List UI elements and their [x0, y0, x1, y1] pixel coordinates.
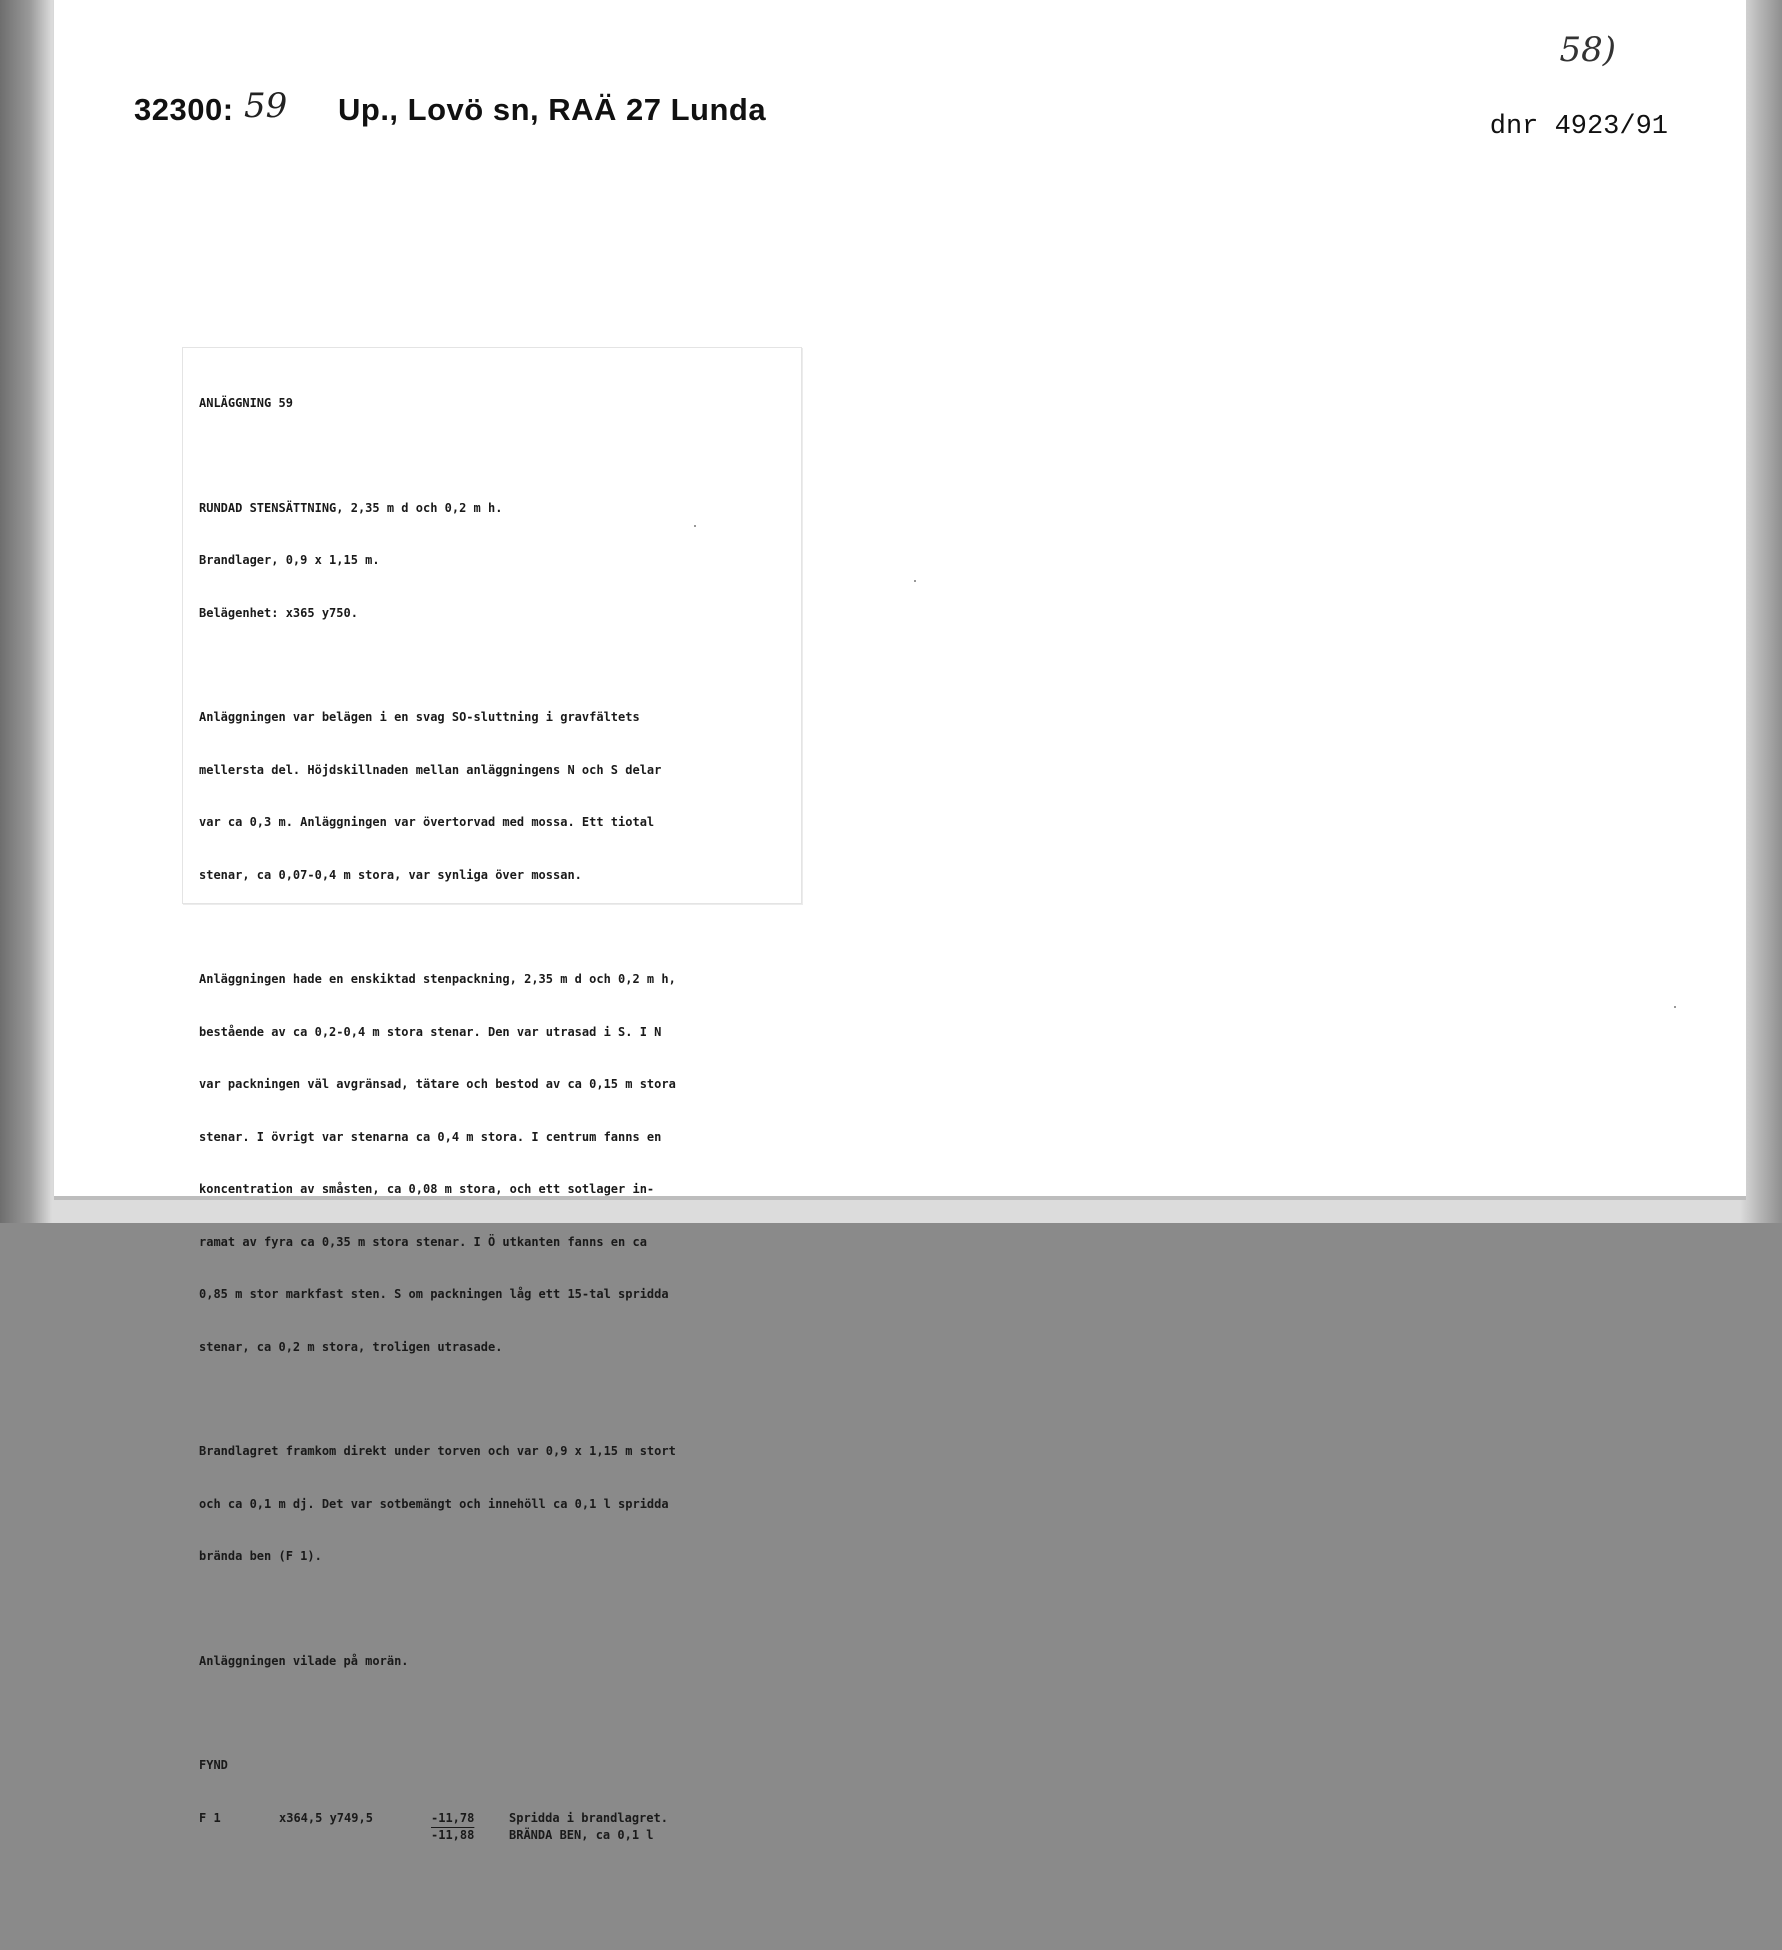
description-line: koncentration av småsten, ca 0,08 m stora, och ett sotlager in-: [199, 1182, 655, 1196]
description-line: Brandlagret framkom direkt under torven och var 0,9 x 1,15 m stort: [199, 1444, 676, 1458]
summary-line: RUNDAD STENSÄTTNING, 2,35 m d och 0,2 m h.: [199, 500, 503, 515]
description-line: Anläggningen var belägen i en svag SO-sluttning i gravfältets: [199, 710, 640, 724]
registration-number: dnr 4923/91: [1489, 112, 1668, 142]
find-level-top: -11,78: [431, 1810, 475, 1825]
summary-line: Brandlager, 0,9 x 1,15 m.: [199, 553, 380, 567]
description-line: bestående av ca 0,2-0,4 m stora stenar. Den var utrasad i S. I N: [199, 1024, 662, 1039]
card-number: 32300:: [134, 92, 234, 127]
description-line: brända ben (F 1).: [199, 1549, 322, 1563]
description-line: mellersta del. Höjdskillnaden mellan anläggningens N och S delar: [199, 762, 662, 777]
find-material: BRÄNDA BEN, ca 0,1 l: [509, 1828, 654, 1842]
find-coordinates: x364,5 y749,5: [279, 1810, 373, 1825]
scan-speck: [1674, 1006, 1676, 1008]
archive-card: [54, 0, 1746, 1842]
finds-heading: FYND: [199, 1758, 228, 1772]
feature-title: ANLÄGGNING 59: [199, 396, 293, 410]
description-line: stenar, ca 0,2 m stora, troligen utrasade.: [199, 1339, 503, 1354]
find-id: F 1: [199, 1810, 221, 1825]
find-context: Spridda i brandlagret.: [509, 1810, 668, 1825]
slip-text: [199, 360, 799, 1880]
description-line: Anläggningen vilade på morän.: [199, 1653, 409, 1668]
summary-line: Belägenhet: x365 y750.: [199, 605, 358, 620]
site-heading: Up., Lovö sn, RAÄ 27 Lunda: [338, 92, 767, 127]
corner-handwritten-note: 58): [1559, 30, 1616, 70]
description-line: och ca 0,1 m dj. Det var sotbemängt och innehöll ca 0,1 l spridda: [199, 1496, 669, 1511]
scan-speck: [694, 525, 696, 527]
card-number-handwritten: 59: [244, 86, 288, 126]
description-line: var ca 0,3 m. Anläggningen var övertorvad med mossa. Ett tiotal: [199, 815, 655, 829]
pasted-slip: [182, 347, 802, 1842]
description-line: stenar, ca 0,07-0,4 m stora, var synliga över mossan.: [199, 867, 582, 882]
description-line: var packningen väl avgränsad, tätare och bestod av ca 0,15 m stora: [199, 1077, 676, 1091]
description-line: 0,85 m stor markfast sten. S om packningen låg ett 15-tal spridda: [199, 1287, 669, 1301]
description-line: ramat av fyra ca 0,35 m stora stenar. I Ö utkanten fanns en ca: [199, 1234, 647, 1249]
find-row: [199, 1810, 799, 1845]
description-line: Anläggningen hade en enskiktad stenpackning, 2,35 m d och 0,2 m h,: [199, 972, 676, 986]
scan-speck: [914, 580, 916, 582]
find-level-bottom: -11,88: [431, 1828, 475, 1842]
description-line: stenar. I övrigt var stenarna ca 0,4 m stora. I centrum fanns en: [199, 1129, 662, 1144]
